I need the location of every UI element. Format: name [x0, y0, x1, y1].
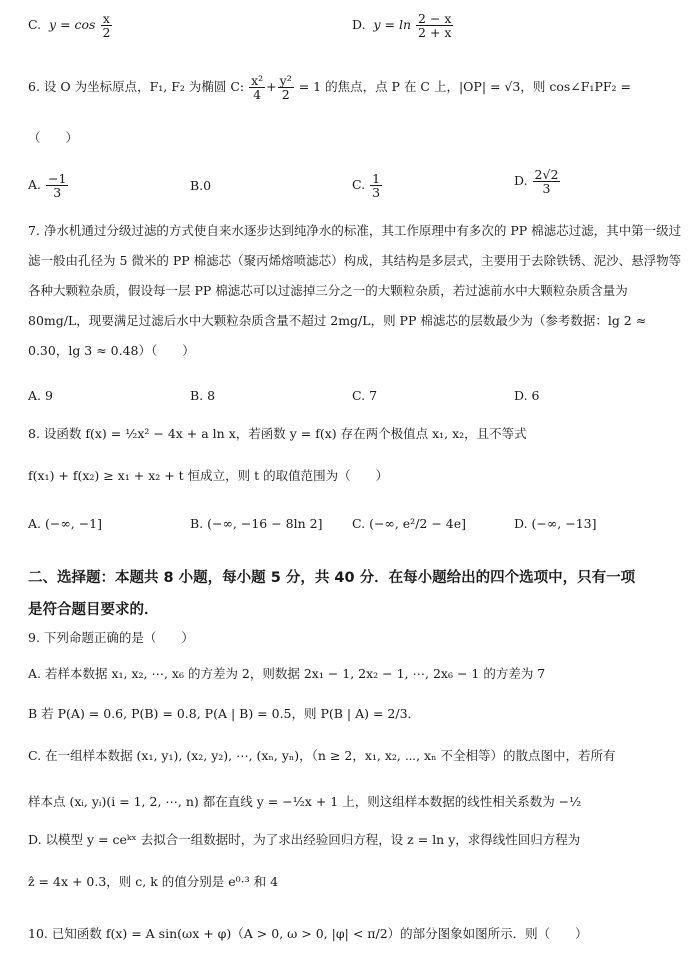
question-8-line1: 8. 设函数 f(x) = ½x² − 4x + a ln x，若函数 y = f(x) 存在两个极值点 x₁, x₂，且不等式	[28, 426, 527, 441]
q8-option-d: D. (−∞, −13]	[514, 516, 597, 531]
question-6-stem: 6. 设 O 为坐标原点，F₁, F₂ 为椭圆 C: $\frac{\text{x²}}{4}$ + $\frac{\text{y²}}{2}$ = 1 的焦点，点 P 在 C 上，|OP| = √3，则 cos∠F₁PF₂ =	[28, 73, 631, 103]
question-9-stem: 9. 下列命题正确的是（ ）	[28, 630, 194, 645]
option-d: D. y = ln $\frac{2 - x}{2 + x}$	[352, 11, 452, 41]
q6-option-d: D. $\frac{2√2}{3}$	[514, 167, 559, 197]
q9-option-c-line2: 样本点 (xᵢ, yᵢ)(i = 1, 2, ⋯, n) 都在直线 y = −½x + 1 上，则这组样本数据的线性相关系数为 −½	[28, 794, 582, 809]
q6-option-c: C. $\frac{1}{3}$	[352, 171, 381, 201]
q9-option-d-line2: ẑ = 4x + 0.3，则 c, k 的值分别是 e⁰·³ 和 4	[28, 874, 279, 889]
option-c: C. y = cos $\frac{x}{2}$	[28, 11, 111, 41]
q6-option-a: A. $\frac{-1}{3}$	[28, 171, 67, 201]
q9-option-a: A. 若样本数据 x₁, x₂, ⋯, x₆ 的方差为 2，则数据 2x₁ − 1, 2x₂ − 1, ⋯, 2x₆ − 1 的方差为 7	[28, 666, 546, 681]
section-2-heading-line2: 是符合题目要求的．	[28, 602, 159, 618]
question-8-line2: f(x₁) + f(x₂) ≥ x₁ + x₂ + t 恒成立，则 t 的取值范围为（ ）	[28, 468, 389, 483]
q8-option-b: B. (−∞, −16 − 8ln 2]	[190, 516, 323, 531]
q7-option-a: A. 9	[28, 388, 53, 403]
q7-option-b: B. 8	[190, 388, 216, 403]
q8-option-c: C. (−∞, e²/2 − 4e]	[352, 516, 467, 531]
q9-option-c-line1: C. 在一组样本数据 (x₁, y₁), (x₂, y₂), ⋯, (xₙ, yₙ)，（n ≥ 2，x₁, x₂, ⋯, xₙ 不全相等）的散点图中，若所有	[28, 748, 616, 763]
section-2-heading-line1: 二、选择题：本题共 8 小题，每小题 5 分，共 40 分．在每小题给出的四个选项中，只有一项	[28, 570, 636, 586]
question-10-stem: 10. 已知函数 f(x) = A sin(ωx + φ)（A > 0, ω > 0, |φ| < π/2）的部分图象如图所示．则（ ）	[28, 926, 588, 941]
q7-option-c: C. 7	[352, 388, 378, 403]
q6-option-b: B.0	[190, 178, 212, 193]
q9-option-b: B 若 P(A) = 0.6, P(B) = 0.8, P(A | B) = 0.5，则 P(B | A) = 2/3．	[28, 706, 421, 721]
q8-option-a: A. (−∞, −1]	[28, 516, 103, 531]
q7-option-d: D. 6	[514, 388, 540, 403]
q9-option-d-line1: D. 以模型 y = ceᵏˣ 去拟合一组数据时，为了求出经验回归方程，设 z = ln y，求得线性回归方程为	[28, 832, 581, 847]
question-6-paren: （ ）	[28, 130, 79, 145]
question-7-stem: 7. 净水机通过分级过滤的方式使自来水逐步达到纯净水的标准，其工作原理中有多次的 PP 棉滤芯过滤，其中第一级过滤一般由孔径为 5 微米的 PP 棉滤芯（聚丙烯熔喷滤芯）构成，其结构是多层式，主要用于去除铁锈、泥沙、悬浮物等各种大颗粒杂质，假设每一层 PP 棉滤芯可以过滤掉三分之一的大颗粒杂质，若过滤前水中大颗粒杂质含量为 80mg/L，现要满足过滤后水中大颗粒杂质含量不超过 2mg/L，则 PP 棉滤芯的层数最少为（参考数据：lg 2 ≈ 0.30，lg 3 ≈ 0.48）（ ）	[28, 223, 682, 358]
